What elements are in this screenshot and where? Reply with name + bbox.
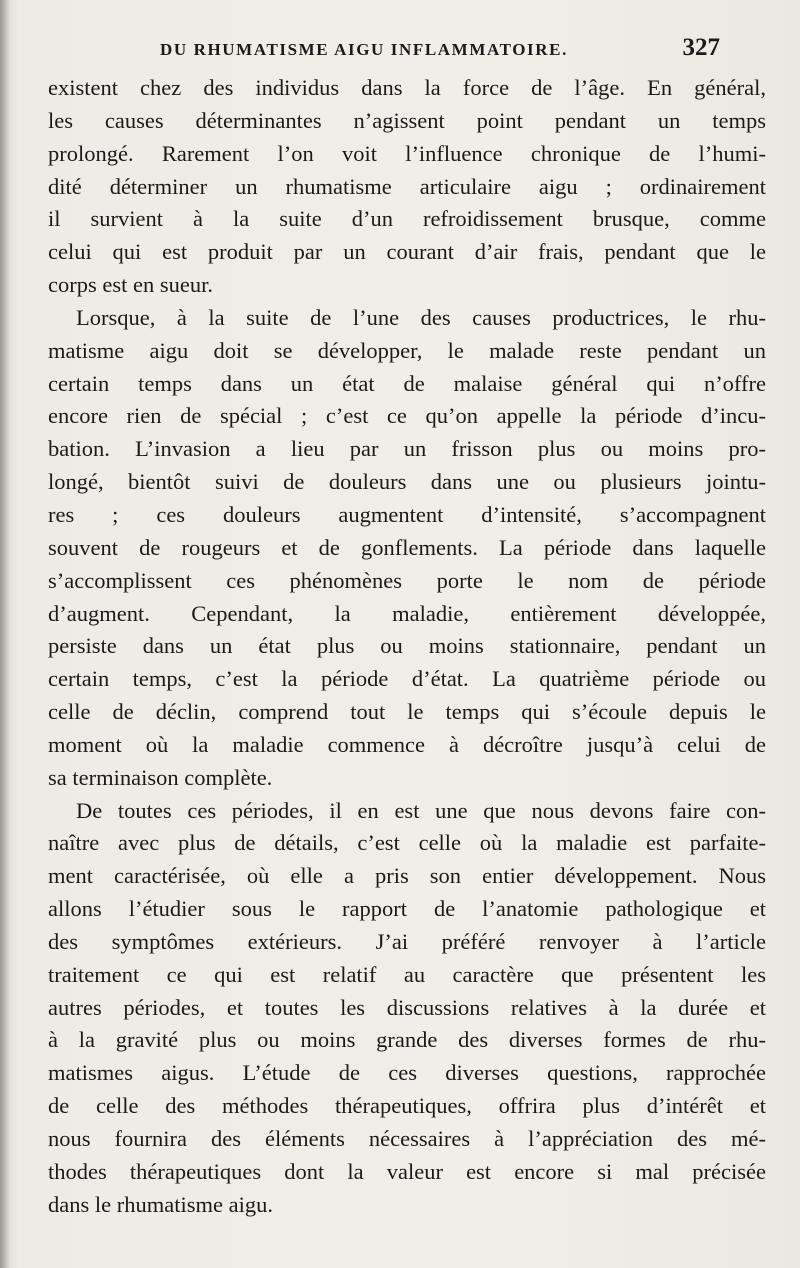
text-line: longé, bientôt suivi de douleurs dans une ou plusieurs jointu- bbox=[48, 469, 766, 495]
text-line: res ; ces douleurs augmentent d’intensité, s’accompagnent bbox=[48, 501, 766, 527]
text-line: celle de déclin, comprend tout le temps qui s’écoule depuis le bbox=[48, 699, 766, 725]
text-line: des symptômes extérieurs. J’ai préféré renvoyer à l’article bbox=[48, 928, 766, 954]
text-line: De toutes ces périodes, il en est une que nous devons faire con- bbox=[76, 797, 766, 823]
text-line: dans le rhumatisme aigu. bbox=[48, 1191, 273, 1217]
text-line: existent chez des individus dans la force de l’âge. En général, bbox=[48, 75, 766, 100]
binding-gutter-shadow bbox=[0, 0, 10, 1268]
text-line: thodes thérapeutiques dont la valeur est encore si mal précisée bbox=[48, 1158, 766, 1184]
page-number: 327 bbox=[682, 34, 720, 61]
text-line: allons l’étudier sous le rapport de l’anatomie pathologique et bbox=[48, 896, 766, 922]
text-line: corps est en sueur. bbox=[48, 272, 213, 298]
text-line: matismes aigus. L’étude de ces diverses questions, rapprochée bbox=[48, 1060, 766, 1086]
text-line: nous fournira des éléments nécessaires à l’appréciation des mé- bbox=[48, 1126, 766, 1151]
text-line: matisme aigu doit se développer, le malade reste pendant un bbox=[48, 337, 766, 363]
text-line: il survient à la suite d’un refroidissement brusque, comme bbox=[48, 206, 766, 232]
running-title: DU RHUMATISME AIGU INFLAMMATOIRE. bbox=[160, 40, 568, 59]
text-line: certain temps dans un état de malaise général qui n’offre bbox=[48, 370, 766, 396]
text-line: autres périodes, et toutes les discussions relatives à la durée et bbox=[48, 994, 766, 1020]
running-head bbox=[160, 34, 720, 66]
text-line: prolongé. Rarement l’on voit l’influence chronique de l’humi- bbox=[48, 140, 766, 166]
text-line: naître avec plus de détails, c’est celle où la maladie est parfaite- bbox=[48, 830, 766, 856]
text-line: s’accomplissent ces phénomènes porte le nom de période bbox=[48, 567, 766, 593]
body-text bbox=[48, 72, 766, 1222]
text-line: moment où la maladie commence à décroître jusqu’à celui de bbox=[48, 731, 766, 757]
paragraph-3 bbox=[48, 795, 766, 1222]
paragraph-2 bbox=[48, 302, 766, 795]
paragraph-1 bbox=[48, 72, 766, 302]
text-line: à la gravité plus ou moins grande des diverses formes de rhu- bbox=[48, 1027, 766, 1053]
text-line: de celle des méthodes thérapeutiques, offrira plus d’intérêt et bbox=[48, 1093, 766, 1119]
text-line: encore rien de spécial ; c’est ce qu’on appelle la période d’incu- bbox=[48, 403, 766, 429]
text-line: bation. L’invasion a lieu par un frisson plus ou moins pro- bbox=[48, 436, 766, 462]
text-line: dité déterminer un rhumatisme articulaire aigu ; ordinairement bbox=[48, 173, 766, 199]
text-line: persiste dans un état plus ou moins stationnaire, pendant un bbox=[48, 633, 766, 659]
text-line: d’augment. Cependant, la maladie, entièrement développée, bbox=[48, 600, 766, 626]
text-line: traitement ce qui est relatif au caractère que présentent les bbox=[48, 961, 766, 987]
text-line: certain temps, c’est la période d’état. La quatrième période ou bbox=[48, 666, 766, 692]
text-line: sa terminaison complète. bbox=[48, 764, 273, 790]
text-line: Lorsque, à la suite de l’une des causes productrices, le rhu- bbox=[76, 304, 766, 330]
text-line: les causes déterminantes n’agissent point pendant un temps bbox=[48, 107, 766, 133]
text-line: ment caractérisée, où elle a pris son entier développement. Nous bbox=[48, 863, 766, 889]
text-line: celui qui est produit par un courant d’air frais, pendant que le bbox=[48, 239, 766, 265]
text-line: souvent de rougeurs et de gonflements. La période dans laquelle bbox=[48, 534, 766, 560]
